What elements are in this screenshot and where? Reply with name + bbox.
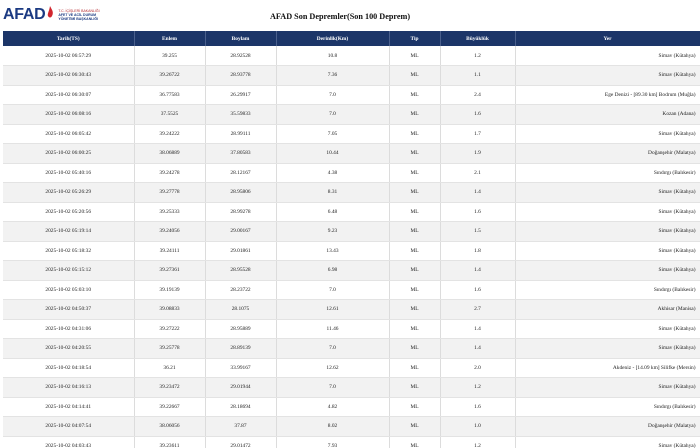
cell-date: 2025-10-02 05:03:10 xyxy=(3,280,134,300)
table-row[interactable] xyxy=(3,183,700,203)
cell-location: Simav (Kütahya) xyxy=(515,183,700,203)
cell-date: 2025-10-02 05:19:14 xyxy=(3,222,134,242)
cell-magnitude: 2.4 xyxy=(440,85,515,105)
cell-date: 2025-10-02 05:40:16 xyxy=(3,163,134,183)
cell-magnitude: 2.1 xyxy=(440,163,515,183)
cell-magnitude: 1.6 xyxy=(440,105,515,125)
cell-latitude: 36.21 xyxy=(134,358,205,378)
cell-longitude: 28.93778 xyxy=(205,66,276,86)
cell-location: Simav (Kütahya) xyxy=(515,124,700,144)
table-row[interactable] xyxy=(3,46,700,66)
table-row[interactable] xyxy=(3,105,700,125)
table-row[interactable] xyxy=(3,378,700,398)
table-row[interactable] xyxy=(3,241,700,261)
cell-location: Simav (Kütahya) xyxy=(515,222,700,242)
cell-latitude: 39.24111 xyxy=(134,241,205,261)
cell-magnitude: 2.0 xyxy=(440,358,515,378)
cell-location: Simav (Kütahya) xyxy=(515,261,700,281)
column-header-longitude[interactable]: Boylam xyxy=(205,31,276,46)
cell-type: ML xyxy=(389,241,440,261)
cell-longitude: 29.01472 xyxy=(205,436,276,448)
table-row[interactable] xyxy=(3,144,700,164)
table-row[interactable] xyxy=(3,66,700,86)
cell-date: 2025-10-02 04:50:37 xyxy=(3,300,134,320)
cell-latitude: 39.24278 xyxy=(134,163,205,183)
cell-type: ML xyxy=(389,378,440,398)
cell-longitude: 29.01944 xyxy=(205,378,276,398)
cell-longitude: 28.89139 xyxy=(205,339,276,359)
cell-longitude: 28.92528 xyxy=(205,46,276,66)
cell-type: ML xyxy=(389,358,440,378)
cell-magnitude: 1.4 xyxy=(440,319,515,339)
cell-longitude: 29.01861 xyxy=(205,241,276,261)
cell-magnitude: 1.4 xyxy=(440,339,515,359)
cell-magnitude: 1.6 xyxy=(440,397,515,417)
cell-latitude: 39.24056 xyxy=(134,222,205,242)
cell-location: Sındırgı (Balıkesir) xyxy=(515,163,700,183)
cell-magnitude: 1.2 xyxy=(440,46,515,66)
cell-type: ML xyxy=(389,300,440,320)
cell-longitude: 28.95806 xyxy=(205,183,276,203)
cell-type: ML xyxy=(389,222,440,242)
column-header-location[interactable]: Yer xyxy=(515,31,700,46)
cell-longitude: 29.00167 xyxy=(205,222,276,242)
cell-type: ML xyxy=(389,261,440,281)
cell-magnitude: 1.4 xyxy=(440,183,515,203)
cell-longitude: 28.23722 xyxy=(205,280,276,300)
cell-depth: 10.44 xyxy=(276,144,389,164)
table-row[interactable] xyxy=(3,163,700,183)
page-header xyxy=(0,0,700,31)
cell-type: ML xyxy=(389,397,440,417)
cell-location: Doğanşehir (Malatya) xyxy=(515,417,700,437)
cell-depth: 7.0 xyxy=(276,105,389,125)
cell-type: ML xyxy=(389,202,440,222)
cell-magnitude: 2.7 xyxy=(440,300,515,320)
cell-type: ML xyxy=(389,144,440,164)
cell-location: Simav (Kütahya) xyxy=(515,46,700,66)
cell-location: Kozan (Adana) xyxy=(515,105,700,125)
cell-latitude: 39.22667 xyxy=(134,397,205,417)
table-header-row xyxy=(3,31,700,46)
cell-depth: 4.82 xyxy=(276,397,389,417)
cell-date: 2025-10-02 04:07:54 xyxy=(3,417,134,437)
cell-longitude: 28.1075 xyxy=(205,300,276,320)
cell-location: Simav (Kütahya) xyxy=(515,241,700,261)
cell-location: Simav (Kütahya) xyxy=(515,378,700,398)
cell-longitude: 28.12167 xyxy=(205,163,276,183)
cell-depth: 6.48 xyxy=(276,202,389,222)
column-header-date[interactable]: Tarih(TS) xyxy=(3,31,134,46)
cell-location: Simav (Kütahya) xyxy=(515,319,700,339)
cell-depth: 7.93 xyxy=(276,436,389,448)
table-body xyxy=(3,46,700,448)
cell-depth: 10.8 xyxy=(276,46,389,66)
cell-location: Akhisar (Manisa) xyxy=(515,300,700,320)
cell-magnitude: 1.0 xyxy=(440,417,515,437)
logo-subtitle: T.C. İÇİŞLERİ BAKANLIĞI AFET VE ACİL DURUM YÖNETİMİ BAŞKANLIĞI xyxy=(58,8,100,22)
table-row[interactable] xyxy=(3,261,700,281)
page-title: AFAD Son Depremler(Son 100 Deprem) xyxy=(270,12,411,21)
cell-magnitude: 1.7 xyxy=(440,124,515,144)
cell-latitude: 39.27361 xyxy=(134,261,205,281)
cell-magnitude: 1.1 xyxy=(440,66,515,86)
cell-date: 2025-10-02 05:15:12 xyxy=(3,261,134,281)
cell-location: Simav (Kütahya) xyxy=(515,339,700,359)
cell-latitude: 39.23472 xyxy=(134,378,205,398)
cell-latitude: 39.23611 xyxy=(134,436,205,448)
cell-latitude: 39.27222 xyxy=(134,319,205,339)
cell-depth: 7.36 xyxy=(276,66,389,86)
cell-depth: 13.43 xyxy=(276,241,389,261)
cell-depth: 7.0 xyxy=(276,85,389,105)
cell-type: ML xyxy=(389,66,440,86)
cell-latitude: 36.77583 xyxy=(134,85,205,105)
cell-longitude: 28.99111 xyxy=(205,124,276,144)
cell-longitude: 28.95528 xyxy=(205,261,276,281)
cell-magnitude: 1.9 xyxy=(440,144,515,164)
cell-longitude: 33.99167 xyxy=(205,358,276,378)
table-row[interactable] xyxy=(3,202,700,222)
cell-date: 2025-10-02 04:31:06 xyxy=(3,319,134,339)
column-header-latitude[interactable]: Enlem xyxy=(134,31,205,46)
cell-date: 2025-10-02 06:57:29 xyxy=(3,46,134,66)
cell-date: 2025-10-02 06:00:25 xyxy=(3,144,134,164)
cell-location: Simav (Kütahya) xyxy=(515,202,700,222)
cell-latitude: 39.08833 xyxy=(134,300,205,320)
cell-longitude: 28.18694 xyxy=(205,397,276,417)
cell-type: ML xyxy=(389,163,440,183)
table-row[interactable] xyxy=(3,358,700,378)
earthquake-table xyxy=(3,31,700,448)
cell-type: ML xyxy=(389,339,440,359)
table-row[interactable] xyxy=(3,397,700,417)
cell-location: Doğanşehir (Malatya) xyxy=(515,144,700,164)
cell-depth: 4.38 xyxy=(276,163,389,183)
cell-latitude: 38.06889 xyxy=(134,144,205,164)
cell-magnitude: 1.6 xyxy=(440,280,515,300)
cell-latitude: 39.25333 xyxy=(134,202,205,222)
cell-date: 2025-10-02 06:30:07 xyxy=(3,85,134,105)
cell-date: 2025-10-02 04:14:41 xyxy=(3,397,134,417)
cell-depth: 8.02 xyxy=(276,417,389,437)
cell-latitude: 39.27778 xyxy=(134,183,205,203)
cell-date: 2025-10-02 05:20:56 xyxy=(3,202,134,222)
cell-type: ML xyxy=(389,183,440,203)
table-row[interactable] xyxy=(3,222,700,242)
table-row[interactable] xyxy=(3,280,700,300)
logo-text: AFAD xyxy=(3,6,46,23)
cell-type: ML xyxy=(389,280,440,300)
cell-depth: 8.31 xyxy=(276,183,389,203)
cell-latitude: 39.26722 xyxy=(134,66,205,86)
cell-date: 2025-10-02 06:30:43 xyxy=(3,66,134,86)
cell-depth: 9.23 xyxy=(276,222,389,242)
cell-latitude: 39.24222 xyxy=(134,124,205,144)
table-row[interactable] xyxy=(3,319,700,339)
cell-type: ML xyxy=(389,105,440,125)
cell-depth: 6.98 xyxy=(276,261,389,281)
cell-depth: 7.0 xyxy=(276,280,389,300)
cell-date: 2025-10-02 04:03:43 xyxy=(3,436,134,448)
cell-location: Sındırgı (Balıkesir) xyxy=(515,397,700,417)
cell-type: ML xyxy=(389,46,440,66)
cell-date: 2025-10-02 05:26:29 xyxy=(3,183,134,203)
cell-latitude: 38.06056 xyxy=(134,417,205,437)
cell-type: ML xyxy=(389,124,440,144)
table-row[interactable] xyxy=(3,417,700,437)
cell-longitude: 37.80583 xyxy=(205,144,276,164)
cell-longitude: 26.29917 xyxy=(205,85,276,105)
cell-depth: 12.61 xyxy=(276,300,389,320)
cell-longitude: 37.87 xyxy=(205,417,276,437)
cell-location: Simav (Kütahya) xyxy=(515,66,700,86)
cell-date: 2025-10-02 05:18:32 xyxy=(3,241,134,261)
cell-location: Simav (Kütahya) xyxy=(515,436,700,448)
column-header-depth[interactable]: Derinlik(Km) xyxy=(276,31,389,46)
cell-date: 2025-10-02 04:16:13 xyxy=(3,378,134,398)
table-row[interactable] xyxy=(3,436,700,448)
column-header-magnitude[interactable]: Büyüklük xyxy=(440,31,515,46)
cell-magnitude: 1.6 xyxy=(440,202,515,222)
cell-type: ML xyxy=(389,319,440,339)
cell-depth: 7.0 xyxy=(276,339,389,359)
cell-date: 2025-10-02 04:20:55 xyxy=(3,339,134,359)
table-row[interactable] xyxy=(3,339,700,359)
cell-longitude: 35.59833 xyxy=(205,105,276,125)
cell-magnitude: 1.2 xyxy=(440,378,515,398)
cell-location: Ege Denizi - [89.30 km] Bodrum (Muğla) xyxy=(515,85,700,105)
cell-latitude: 39.25778 xyxy=(134,339,205,359)
cell-location: Sındırgı (Balıkesir) xyxy=(515,280,700,300)
table-row[interactable] xyxy=(3,85,700,105)
cell-type: ML xyxy=(389,85,440,105)
cell-latitude: 37.5525 xyxy=(134,105,205,125)
cell-location: Akdeniz - [14.09 km] Silifke (Mersin) xyxy=(515,358,700,378)
cell-longitude: 28.99278 xyxy=(205,202,276,222)
table-row[interactable] xyxy=(3,300,700,320)
cell-depth: 7.05 xyxy=(276,124,389,144)
cell-type: ML xyxy=(389,417,440,437)
cell-magnitude: 1.4 xyxy=(440,261,515,281)
cell-depth: 12.62 xyxy=(276,358,389,378)
cell-type: ML xyxy=(389,436,440,448)
table-row[interactable] xyxy=(3,124,700,144)
cell-depth: 11.46 xyxy=(276,319,389,339)
column-header-type[interactable]: Tip xyxy=(389,31,440,46)
cell-longitude: 28.95889 xyxy=(205,319,276,339)
cell-latitude: 39.255 xyxy=(134,46,205,66)
cell-magnitude: 1.8 xyxy=(440,241,515,261)
cell-date: 2025-10-02 06:08:16 xyxy=(3,105,134,125)
cell-magnitude: 1.5 xyxy=(440,222,515,242)
cell-date: 2025-10-02 04:18:54 xyxy=(3,358,134,378)
cell-date: 2025-10-02 06:05:42 xyxy=(3,124,134,144)
cell-magnitude: 1.2 xyxy=(440,436,515,448)
cell-latitude: 39.19139 xyxy=(134,280,205,300)
cell-depth: 7.0 xyxy=(276,378,389,398)
